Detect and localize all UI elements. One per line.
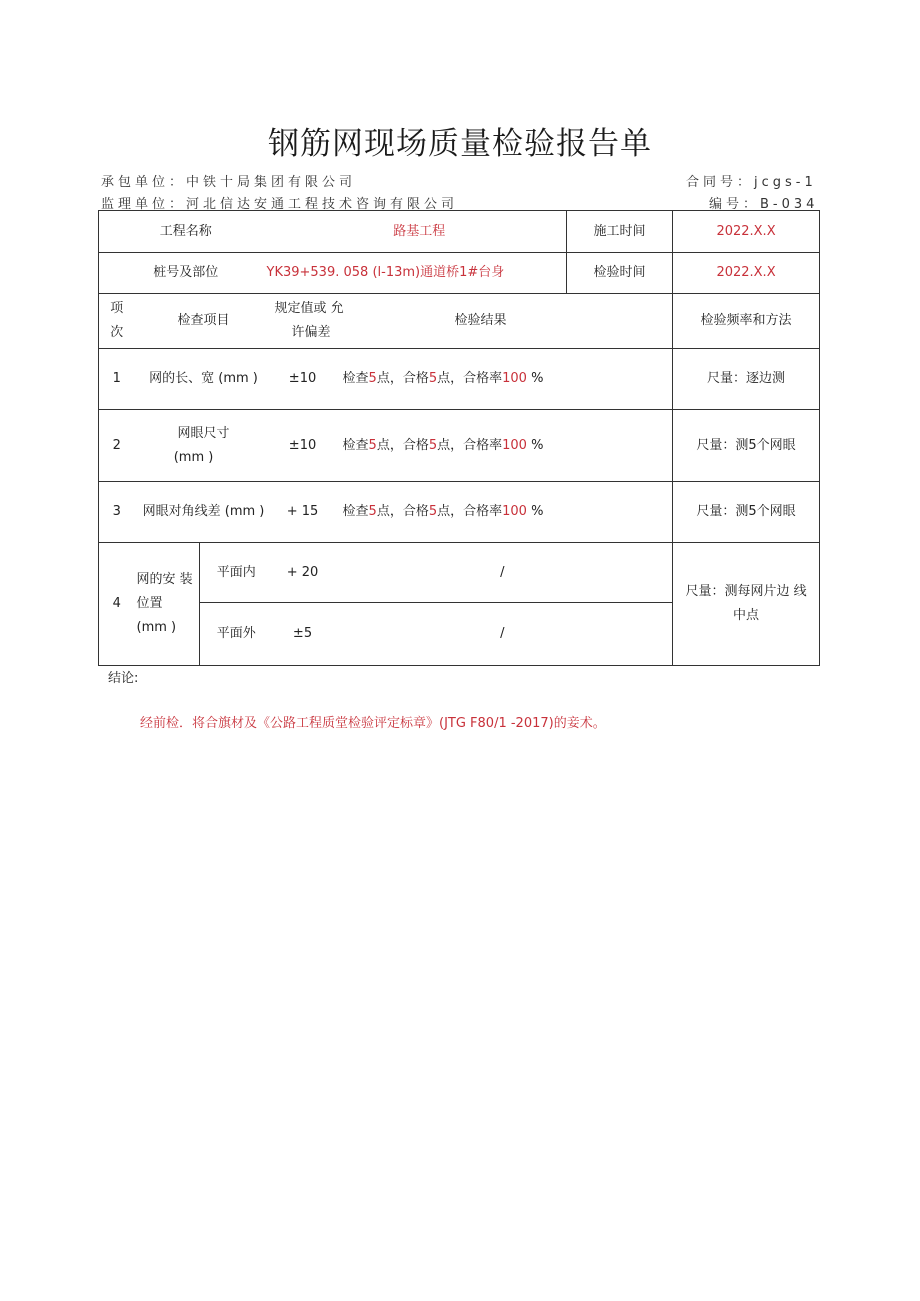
- table-row: [99, 482, 820, 543]
- row4-method: [673, 543, 820, 666]
- project-row: [99, 211, 820, 253]
- row3-result-pre: 检查: [342, 504, 369, 519]
- row4-sub2-label: 平面外: [200, 603, 273, 666]
- row3-result-n1: 5: [368, 504, 377, 519]
- row1-result-n1: 5: [368, 371, 377, 386]
- row2-spec: ±10: [273, 410, 333, 482]
- row1-result-mid: 点，合格: [376, 371, 429, 386]
- contractor-line: [101, 171, 356, 190]
- contract-line: [686, 171, 817, 190]
- row2-no: 2: [99, 410, 135, 482]
- station-label: 桩号及部位: [99, 253, 273, 294]
- row2-item: [135, 410, 273, 482]
- conclusion-label: 结论:: [108, 671, 139, 686]
- row1-result-mid2: 点，合格率: [437, 371, 503, 386]
- table-row: [99, 349, 820, 410]
- row3-method: 尺量：测5个网眼: [673, 482, 820, 543]
- station-value: [266, 253, 567, 294]
- station-row: [99, 253, 820, 294]
- row3-result: [333, 482, 673, 543]
- row3-result-end: %: [526, 504, 544, 519]
- row1-no: 1: [99, 349, 135, 410]
- project-value: 路基工程: [273, 211, 567, 253]
- col-result-text: 检验结果: [454, 313, 507, 328]
- row4-sub1-result: /: [333, 543, 673, 603]
- supervisor-value: 河北信达安通工程技术咨询有限公司: [186, 197, 459, 212]
- row2-result-n2: 5: [428, 437, 438, 453]
- contractor-label: 承包单位：: [101, 175, 187, 190]
- project-label: 工程名称: [99, 211, 273, 253]
- row2-item-line2: (mm ): [173, 449, 214, 465]
- col-no-header: [99, 294, 135, 349]
- construction-time-value: 2022.X.X: [673, 211, 820, 253]
- row3-result-mid: 点，合格: [376, 504, 429, 519]
- row2-result-n1: 5: [368, 437, 377, 453]
- column-header-row: [99, 294, 820, 349]
- row1-spec: ±10: [273, 349, 333, 410]
- row1-result-end: %: [526, 371, 544, 386]
- contractor-value: 中铁十局集团有限公司: [186, 175, 357, 190]
- conclusion-text: 经前检．将合旗材及《公路工程质堂检验评定标章》(JTG F80/1 -2017)的妾术。: [140, 716, 606, 731]
- row1-result-pre: 检查: [342, 371, 369, 386]
- contract-label: 合同号：: [686, 175, 755, 190]
- row4-sub1-label: 平面内: [200, 543, 273, 603]
- row1-result: [333, 349, 673, 410]
- row4-method-line2: 中点: [733, 608, 760, 623]
- inspection-time-label: 检验时间: [567, 253, 673, 294]
- row3-result-n2: 5: [428, 504, 438, 519]
- row3-result-pct: 100: [502, 504, 527, 519]
- row3-no: 3: [99, 482, 135, 543]
- col-item-header: 检查项目: [135, 294, 273, 349]
- station-value-text: YK39+539. 058 (l-13m)通道桥1#台身: [266, 265, 505, 280]
- col-spec-line1: 规定值或 允: [274, 301, 344, 316]
- row2-result-pct: 100: [502, 437, 527, 453]
- row2-result-mid: 点，合格: [376, 437, 429, 453]
- row2-item-line1: 网眼尺寸: [177, 425, 230, 441]
- row1-result-pct: 100: [502, 371, 527, 386]
- col-no-line1: 项: [110, 301, 124, 316]
- inspection-time-value: 2022.X.X: [673, 253, 820, 294]
- table-row: [99, 410, 820, 482]
- construction-time-label: 施工时间: [567, 211, 673, 253]
- supervisor-label: 监理单位：: [101, 197, 187, 212]
- row4-item-line2: 位置: [136, 596, 163, 611]
- row1-item: 网的长、宽 (mm ): [135, 349, 273, 410]
- row2-result-mid2: 点，合格率: [437, 437, 503, 453]
- row3-spec: + 15: [273, 482, 333, 543]
- row1-method: 尺量：逐边测: [673, 349, 820, 410]
- col-method-header: 检验频率和方法: [673, 294, 820, 349]
- row2-result-end: %: [526, 437, 544, 453]
- inspection-table: [98, 210, 820, 666]
- row2-result: [333, 410, 673, 482]
- row1-result-n2: 5: [428, 371, 438, 386]
- row2-method: 尺量：测5个网眼: [673, 410, 820, 482]
- row3-item: 网眼对角线差 (mm ): [135, 482, 273, 543]
- page-title: 钢筋网现场质量检验报告单: [268, 126, 652, 162]
- row4-sub2-spec: ±5: [273, 603, 333, 666]
- serial-label: 编号：: [709, 197, 761, 212]
- col-spec-line2: 许偏差: [291, 325, 331, 340]
- col-result-header: [454, 294, 673, 349]
- row3-result-mid2: 点，合格率: [437, 504, 503, 519]
- serial-number: B-034: [760, 197, 819, 212]
- row4-method-line1: 尺量：测每网片边 线: [685, 584, 807, 599]
- row4-item-line1: 网的安 装: [136, 572, 193, 587]
- table-row: [99, 543, 820, 603]
- row4-item: [135, 543, 200, 666]
- row2-result-pre: 检查: [342, 437, 369, 453]
- row4-no: 4: [99, 543, 135, 666]
- col-no-line2: 次: [110, 325, 124, 340]
- row4-item-line3: (mm ): [136, 620, 177, 635]
- contract-number: jcgs-1: [754, 175, 817, 190]
- row4-sub1-spec: + 20: [273, 543, 333, 603]
- col-spec-header: [273, 294, 467, 349]
- row4-sub2-result: /: [333, 603, 673, 666]
